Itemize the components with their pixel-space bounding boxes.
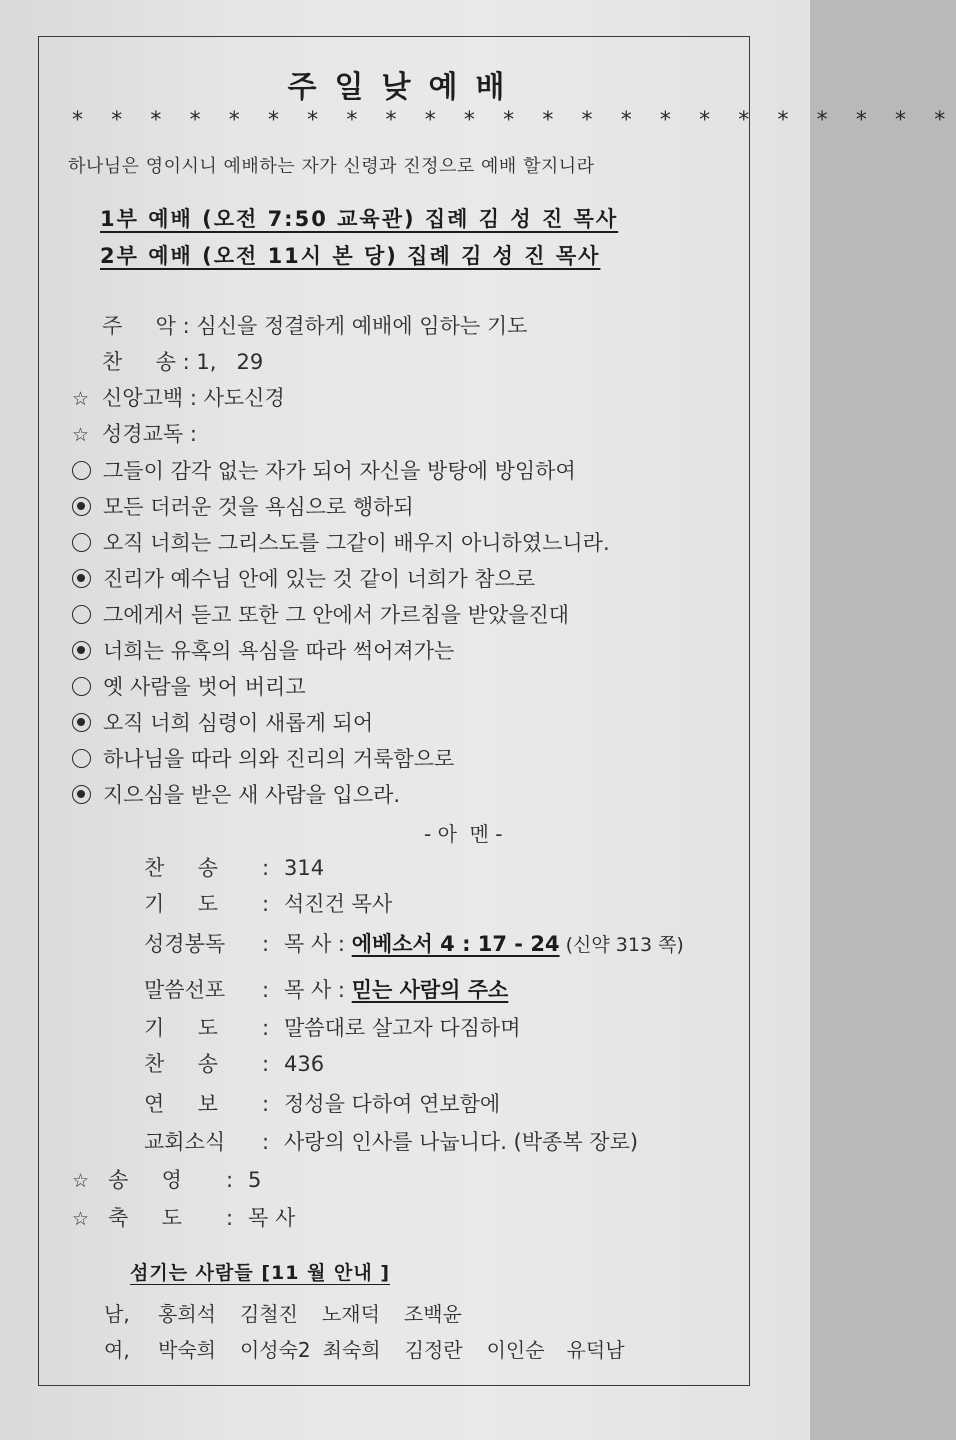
reading-line — [72, 455, 576, 485]
order-sep: : — [262, 932, 270, 956]
servers-group: 남, — [104, 1302, 130, 1326]
reading-text: 그들이 감각 없는 자가 되어 자신을 방탕에 방임하여 — [103, 459, 576, 483]
order-value: 석진건 목사 — [284, 892, 393, 916]
reading-text: 그에게서 듣고 또한 그 안에서 가르침을 받았을진대 — [103, 603, 570, 627]
order-sep: : — [262, 892, 270, 916]
order-sep: : — [182, 314, 190, 338]
order-item-sermon — [72, 974, 508, 1004]
server-name: 김철진 — [239, 1302, 298, 1326]
filled-circle-icon — [72, 713, 91, 732]
reading-text: 오직 너희는 그리스도를 그같이 배우지 아니하였느니라. — [103, 531, 610, 555]
order-sep: : — [262, 856, 270, 880]
reading-line — [72, 671, 306, 701]
servers-group: 여, — [104, 1338, 130, 1362]
order-label: 교회소식 — [144, 1130, 226, 1154]
order-value: 목 사 : — [284, 932, 352, 956]
order-label: 기 도 — [144, 1016, 218, 1040]
reading-text: 모든 더러운 것을 욕심으로 행하되 — [103, 495, 414, 519]
reading-line — [72, 599, 569, 629]
reading-line — [72, 491, 414, 521]
order-item-offering — [72, 1088, 500, 1118]
order-label: 찬 송 — [144, 856, 218, 880]
order-sep: : — [226, 1168, 234, 1192]
reading-text: 너희는 유혹의 욕심을 따라 썩어져가는 — [103, 639, 455, 663]
star-icon: ☆ — [72, 424, 90, 446]
order-item-prayer — [72, 888, 392, 918]
sermon-title: 믿는 사람의 주소 — [351, 978, 509, 1002]
servers-women — [104, 1334, 625, 1363]
order-sep: : — [262, 978, 270, 1002]
reading-line — [72, 635, 454, 665]
order-label: 축 도 — [108, 1206, 182, 1230]
reading-line — [72, 743, 454, 773]
order-sep: : — [189, 422, 197, 446]
servers-heading: 섬기는 사람들 [11 월 안내 ] — [130, 1262, 391, 1284]
order-sep: : — [182, 350, 190, 374]
server-name: 홍희석 — [158, 1302, 216, 1326]
order-sep: : — [262, 1092, 270, 1116]
scripture-reference: 에베소서 4 : 17 - 24 — [351, 932, 560, 956]
order-value: 사랑의 인사를 나눕니다. (박종복 장로) — [284, 1130, 639, 1154]
server-name: 조백윤 — [403, 1302, 462, 1326]
open-circle-icon — [72, 605, 91, 624]
order-sep: : — [226, 1206, 234, 1230]
order-sep: : — [262, 1052, 270, 1076]
order-item-creed — [72, 382, 285, 412]
order-value: 1, 29 — [196, 350, 264, 374]
reading-text: 옛 사람을 벗어 버리고 — [103, 675, 306, 699]
order-value: 정성을 다하여 연보함에 — [284, 1092, 501, 1116]
order-item-scripture — [72, 928, 684, 958]
order-label: 신앙고백 — [102, 386, 184, 410]
order-item-hymn-2 — [72, 852, 324, 882]
filled-circle-icon — [72, 497, 91, 516]
filled-circle-icon — [72, 641, 91, 660]
order-label: 송 영 — [108, 1168, 182, 1192]
server-name: 이인순 — [486, 1338, 545, 1362]
order-value: 목 사 — [248, 1206, 296, 1230]
server-name: 김정란 — [404, 1338, 463, 1362]
order-sep: : — [189, 386, 197, 410]
reading-line — [72, 707, 373, 737]
order-label: 성경봉독 — [144, 932, 226, 956]
order-item-hymn-3 — [72, 1048, 324, 1078]
order-value: 5 — [248, 1168, 262, 1192]
reading-line — [72, 563, 535, 593]
star-icon: ☆ — [72, 1170, 90, 1192]
order-value: 목 사 : — [284, 978, 352, 1002]
server-name: 박숙희 — [158, 1338, 216, 1362]
star-icon: ☆ — [72, 1208, 90, 1230]
order-item-benediction — [72, 1202, 295, 1232]
service-1-info: 1부 예배 (오전 7:50 교육관) 집례 김 성 진 목사 — [100, 207, 619, 231]
server-name: 노재덕 — [321, 1302, 380, 1326]
order-sep: : — [262, 1016, 270, 1040]
reading-text: 오직 너희 심령이 새롭게 되어 — [103, 711, 374, 735]
order-label: 성경교독 — [102, 422, 184, 446]
filled-circle-icon — [72, 785, 91, 804]
order-value: 심신을 정결하게 예배에 임하는 기도 — [196, 314, 528, 338]
order-value: 436 — [284, 1052, 325, 1076]
order-label: 찬 송 — [102, 350, 176, 374]
reading-text: 하나님을 따라 의와 진리의 거룩함으로 — [103, 747, 455, 771]
theme-verse: 하나님은 영이시니 예배하는 자가 신령과 진정으로 예배 할지니라 — [68, 156, 595, 177]
order-item-news — [72, 1126, 638, 1156]
reading-line — [72, 527, 610, 557]
order-label: 찬 송 — [144, 1052, 218, 1076]
order-item-hymn — [72, 346, 263, 376]
server-name: 유덕남 — [566, 1338, 625, 1362]
order-value: 314 — [284, 856, 325, 880]
reading-text: 진리가 예수님 안에 있는 것 같이 너희가 참으로 — [103, 567, 536, 591]
reading-text: 지으심을 받은 새 사람을 입으라. — [103, 783, 401, 807]
order-label: 기 도 — [144, 892, 218, 916]
page-title: 주일낮예배 — [287, 70, 523, 105]
order-value: 사도신경 — [203, 386, 285, 410]
order-item-responsive-reading — [72, 418, 197, 448]
server-name: 이성숙2 — [239, 1338, 311, 1362]
order-value: 말씀대로 살고자 다짐하며 — [284, 1016, 521, 1040]
order-label: 연 보 — [144, 1092, 218, 1116]
order-item-doxology — [72, 1164, 261, 1194]
reading-line — [72, 779, 400, 809]
order-item-prayer-2 — [72, 1012, 521, 1042]
open-circle-icon — [72, 533, 91, 552]
server-name: 최숙희 — [322, 1338, 381, 1362]
open-circle-icon — [72, 677, 91, 696]
amen-text: - 아 멘 - — [424, 822, 503, 846]
star-divider: * * * * * * * * * * * * * * * * * * * * * * * — [72, 108, 956, 133]
order-label: 말씀선포 — [144, 978, 226, 1002]
servers-men — [104, 1298, 462, 1327]
open-circle-icon — [72, 749, 91, 768]
order-item-prelude — [72, 310, 527, 340]
filled-circle-icon — [72, 569, 91, 588]
order-sep: : — [262, 1130, 270, 1154]
page-reference: (신약 313 쪽) — [559, 934, 684, 956]
order-label: 주 악 — [102, 314, 176, 338]
service-2-info: 2부 예배 (오전 11시 본 당) 집례 김 성 진 목사 — [100, 244, 601, 268]
star-icon: ☆ — [72, 388, 90, 410]
open-circle-icon — [72, 461, 91, 480]
